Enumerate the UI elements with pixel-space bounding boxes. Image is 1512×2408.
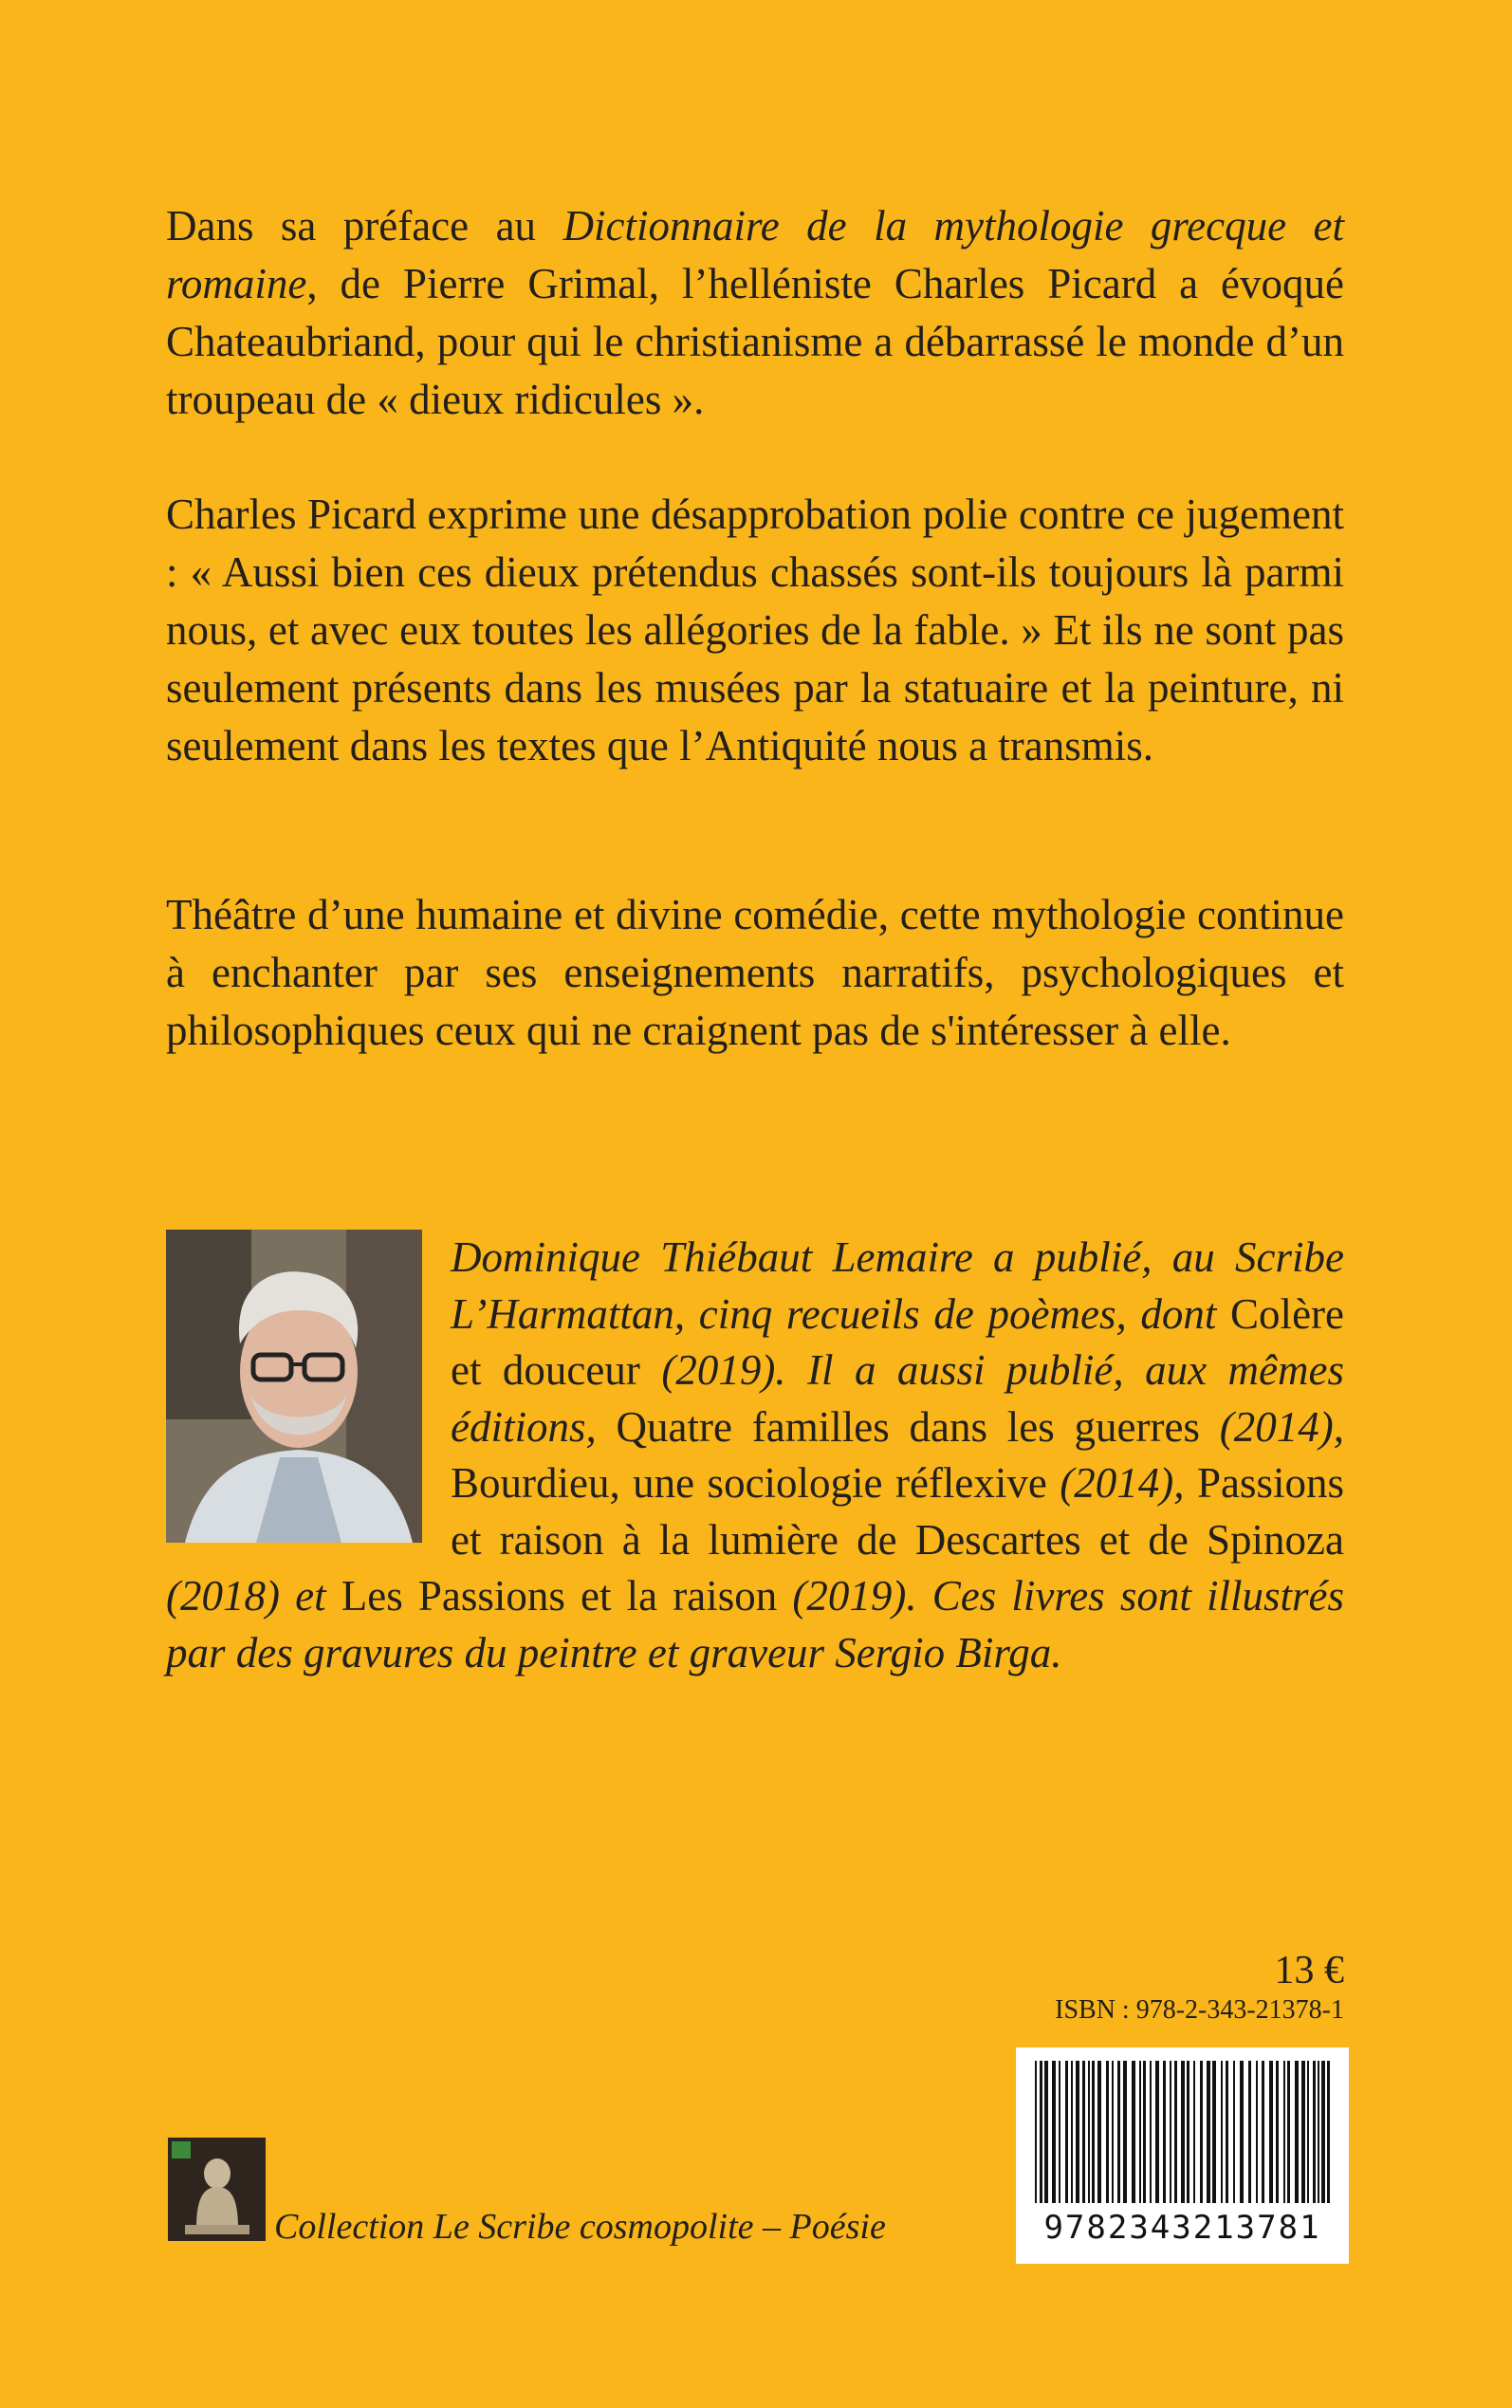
barcode-bar [1035, 2061, 1037, 2203]
barcode-bar [1295, 2061, 1299, 2203]
p1-before: Dans sa préface au [166, 202, 563, 250]
barcode-bar [1139, 2061, 1141, 2203]
barcode-bar [1187, 2061, 1189, 2203]
barcode-bar [1174, 2061, 1177, 2203]
paragraph-preface [166, 197, 1344, 429]
barcode-bar [1044, 2061, 1048, 2203]
barcode-bar [1318, 2061, 1319, 2203]
barcode-number: 9782343213781 [1043, 2209, 1321, 2247]
p1-after: , de Pierre Grimal, l’helléniste Charles Picard a évoqué Chateaubriand, pour qui le christianisme a débarrassé le monde d’un troupeau de « dieux ridicules ». [166, 260, 1344, 423]
barcode-bar [1240, 2061, 1244, 2203]
barcode-bar [1132, 2061, 1135, 2203]
paragraph-theatre: Théâtre d’une humaine et divine comédie, cette mythologie continue à enchanter par ses enseignements narratifs, psychologiques et philosophiques ceux qui ne craignent pas de s'intéresser à elle. [166, 891, 1344, 1054]
paragraph-picard: Charles Picard exprime une désapprobation polie contre ce jugement : « Aussi bien ces dieux prétendus chassés sont-ils toujours là parmi nous, et avec eux toutes les allégories de la fable. » Et ils ne sont pas seulement présents dans les musées par la statuaire et la peinture, ni seulement dans les textes que l’Antiquité nous a transmis. [166, 491, 1344, 769]
barcode-bar [1269, 2061, 1273, 2203]
isbn: ISBN : 978-2-343-21378-1 [1055, 1995, 1344, 2025]
barcode-bar [1040, 2061, 1042, 2203]
barcode-bar [1082, 2061, 1085, 2203]
barcode-bar [1181, 2061, 1185, 2203]
barcode-bar [1256, 2061, 1258, 2203]
bio-t5: Les Passions et la raison [341, 1572, 778, 1620]
bio-t1: Colère et douceur [451, 1289, 1344, 1394]
barcode-bar [1327, 2061, 1330, 2203]
barcode-bar [1193, 2061, 1195, 2203]
author-photo [166, 1230, 422, 1543]
barcode-bar [1163, 2061, 1166, 2203]
barcode-bar [1112, 2061, 1114, 2203]
barcode-bar [1287, 2061, 1290, 2203]
barcode-bar [1262, 2061, 1264, 2203]
barcode-bar [1076, 2061, 1079, 2203]
barcode-bar [1233, 2061, 1235, 2203]
barcode-bar [1155, 2061, 1159, 2203]
barcode-bar [1097, 2061, 1101, 2203]
barcode-bar [1207, 2061, 1210, 2203]
barcode-bar [1123, 2061, 1127, 2203]
bio-t4: Passions et raison à la lumière de Descartes et de Spinoza [451, 1459, 1344, 1564]
barcode-bar [1052, 2061, 1056, 2203]
barcode-bar [1170, 2061, 1171, 2203]
p1-book-title: Dictionnaire de la mythologie grecque et romaine [166, 202, 1344, 307]
bio-s1: Dominique Thiébaut Lemaire a publié, au Scribe L’Harmattan, cinq recueils de poèmes, dont [451, 1233, 1344, 1338]
bio-s3: (2014), [1199, 1402, 1344, 1451]
author-bio [166, 1230, 1344, 1681]
barcode-bar [1200, 2061, 1203, 2203]
barcode-bar [1092, 2061, 1095, 2203]
publisher-logo [168, 2138, 266, 2241]
barcode-bar [1059, 2061, 1060, 2203]
barcode-bar [1226, 2061, 1228, 2203]
collection-name: Collection Le Scribe cosmopolite – Poésie [274, 2207, 886, 2247]
barcode-bar [1313, 2061, 1316, 2203]
barcode-bar [1150, 2061, 1152, 2203]
barcode-bar [1071, 2061, 1073, 2203]
barcode-bar [1117, 2061, 1120, 2203]
barcode-bar [1276, 2061, 1279, 2203]
bio-t2: Quatre familles dans les guerres [616, 1402, 1200, 1451]
bio-s4: (2014), [1046, 1459, 1197, 1507]
barcode-bar [1065, 2061, 1068, 2203]
barcode-bar [1307, 2061, 1309, 2203]
barcode-bar [1301, 2061, 1305, 2203]
barcode [1016, 2047, 1349, 2264]
barcode-bar [1321, 2061, 1325, 2203]
price: 13 € [1274, 1949, 1344, 1992]
barcode-bar [1283, 2061, 1285, 2203]
barcode-bar [1088, 2061, 1090, 2203]
barcode-bar [1221, 2061, 1223, 2203]
bio-s6: (2019). Ces livres sont illustrés par des gravures du peintre et graveur Sergio Birga. [166, 1572, 1344, 1676]
bio-s2: (2019). Il a aussi publié, aux mêmes éditions, [451, 1346, 1344, 1451]
barcode-bar [1248, 2061, 1251, 2203]
barcode-bar [1143, 2061, 1146, 2203]
barcode-bar [1212, 2061, 1216, 2203]
bio-t3: Bourdieu, une sociologie réflexive [451, 1459, 1047, 1507]
bio-s5: (2018) et [166, 1572, 341, 1620]
barcode-bar [1106, 2061, 1109, 2203]
